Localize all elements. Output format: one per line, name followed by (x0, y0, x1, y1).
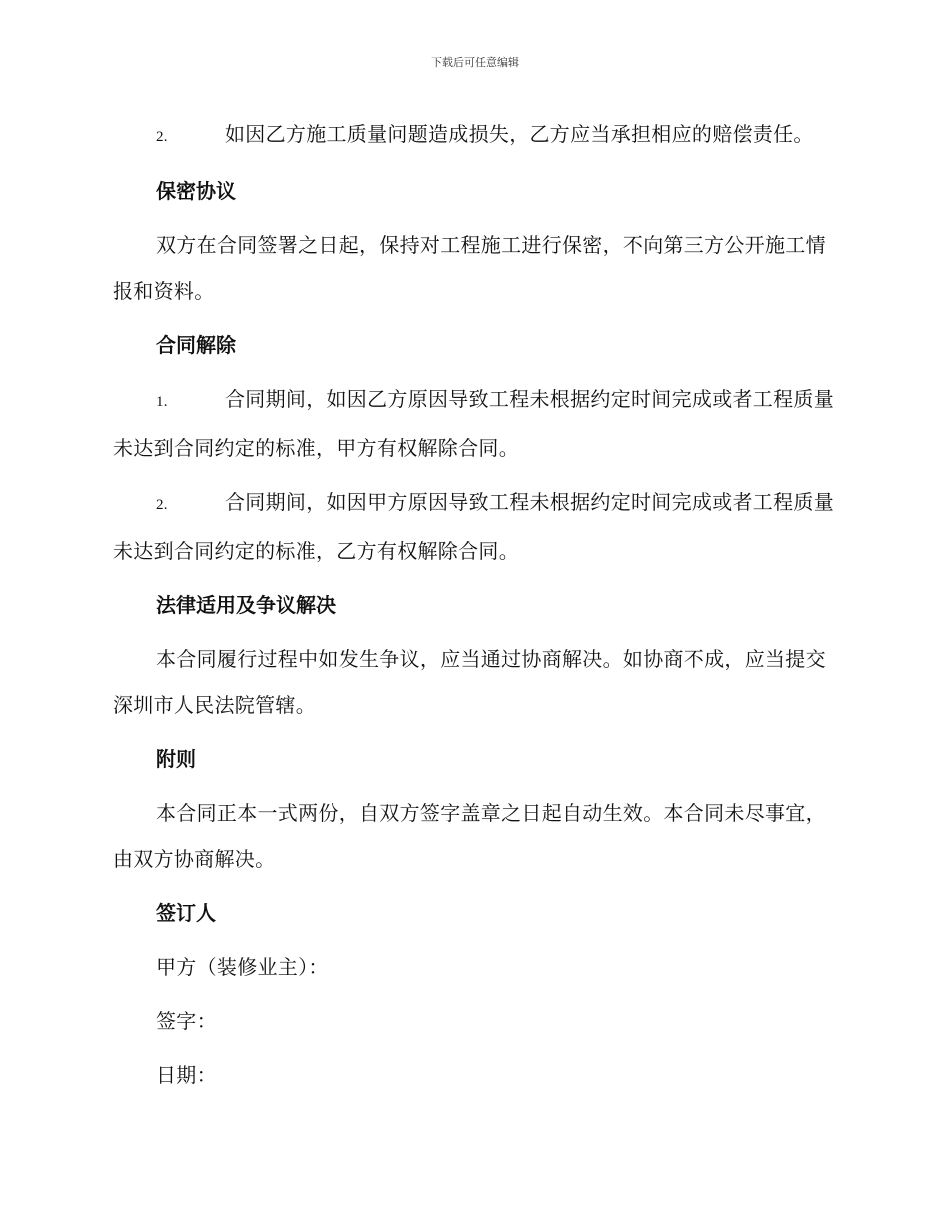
quality-clause-2 (113, 111, 835, 160)
date-label: 日期： (156, 1063, 217, 1087)
party-a-label: 甲方（装修业主）： (156, 955, 329, 979)
confidentiality-heading: 保密协议 (156, 179, 236, 203)
page-header: 下载后可任意编辑 (431, 56, 519, 69)
termination-heading: 合同解除 (156, 333, 236, 357)
signatories-heading: 签订人 (156, 901, 216, 925)
termination-clause-2 (113, 479, 835, 574)
clause-number: 2. (156, 129, 168, 145)
clause-text: 如因乙方施工质量问题造成损失，乙方应当承担相应的赔偿责任。 (225, 122, 814, 146)
appendix-text: 本合同正本一式两份，自双方签字盖章之日起自动生效。本合同未尽事宜，由双方协商解决。 (113, 801, 826, 871)
clause-number: 2. (156, 497, 168, 513)
clause-text: 合同期间，如因甲方原因导致工程未根据约定时间完成或者工程质量未达到合同约定的标准，乙方有权解除合同。 (113, 490, 834, 563)
law-text: 本合同履行过程中如发生争议，应当通过协商解决。如协商不成，应当提交深圳市人民法院管辖。 (113, 647, 826, 717)
appendix-heading: 附则 (156, 747, 196, 771)
document-body (113, 111, 835, 1106)
clause-number: 1. (156, 394, 168, 410)
signature-label: 签字： (156, 1009, 217, 1033)
confidentiality-text: 双方在合同签署之日起，保持对工程施工进行保密，不向第三方公开施工情报和资料。 (113, 233, 826, 303)
law-heading: 法律适用及争议解决 (156, 593, 336, 617)
clause-text: 合同期间，如因乙方原因导致工程未根据约定时间完成或者工程质量未达到合同约定的标准，甲方有权解除合同。 (113, 387, 834, 460)
termination-clause-1 (113, 376, 835, 471)
